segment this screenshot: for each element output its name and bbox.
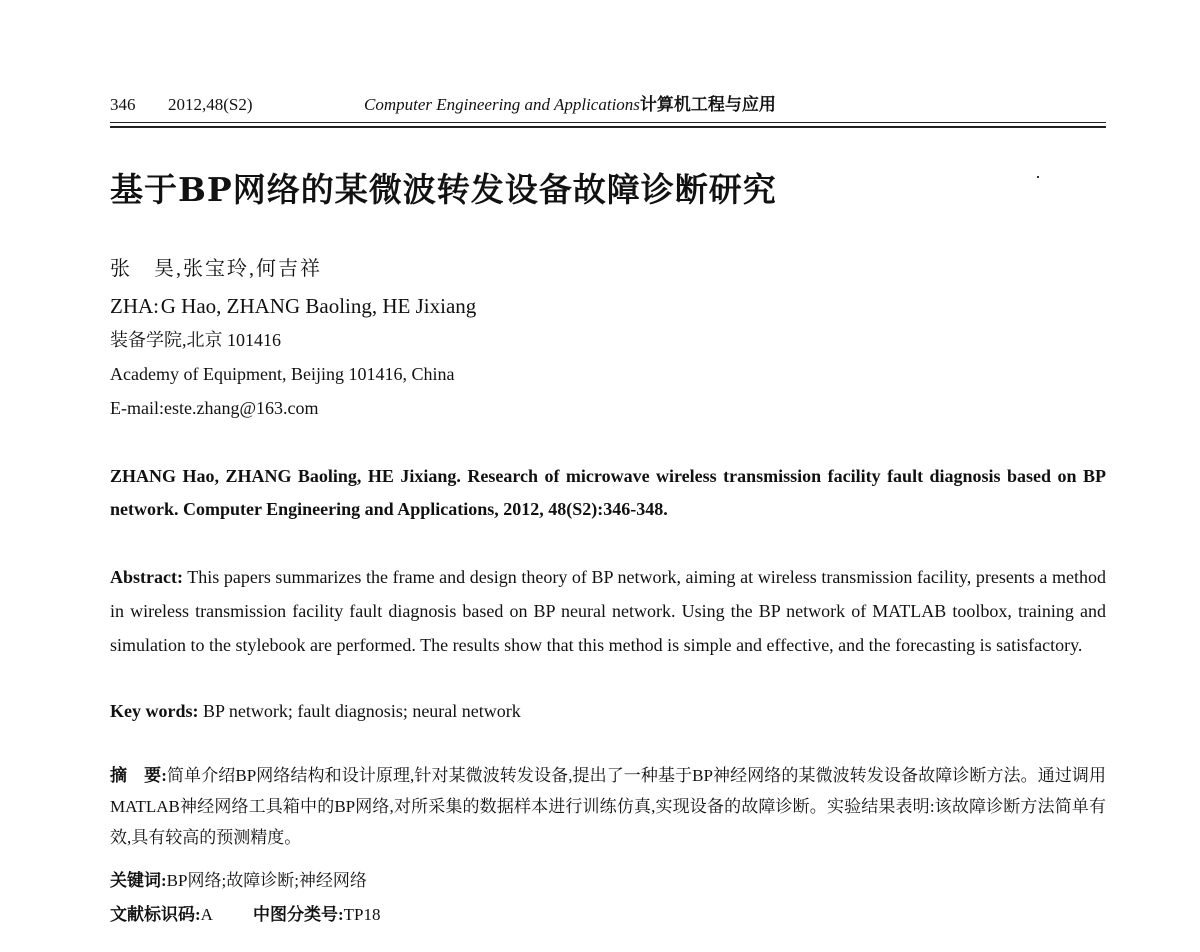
abstract-cn	[110, 760, 1106, 853]
abstract-cn-label: 摘 要:	[110, 766, 167, 785]
paper-title: 基于BP网络的某微波转发设备故障诊断研究	[110, 170, 777, 209]
header-rule-thick	[110, 126, 1106, 128]
doc-code-label: 文献标识码:	[110, 905, 201, 924]
author-email: E-mail:este.zhang@163.com	[110, 398, 319, 418]
scan-speck	[1037, 176, 1039, 178]
journal-name-en: Computer Engineering and Applications	[364, 95, 640, 114]
volume-issue: 2012,48(S2)	[168, 95, 253, 114]
affiliation-en: Academy of Equipment, Beijing 101416, China	[110, 364, 455, 384]
journal-name-cn: 计算机工程与应用	[639, 95, 776, 114]
affiliation-cn: 装备学院,北京 101416	[110, 330, 281, 350]
keywords-en-label: Key words:	[110, 701, 199, 721]
page-number: 346	[110, 95, 136, 114]
keywords-en	[110, 696, 521, 726]
header-rule-thin	[110, 122, 1106, 123]
doc-code: A	[200, 905, 213, 924]
clc-label: 中图分类号:	[252, 905, 344, 924]
keywords-cn-label: 关键词:	[110, 871, 167, 890]
abstract-en-label: Abstract:	[110, 567, 183, 587]
running-header	[110, 94, 1106, 116]
authors-cn: 张 昊,张宝玲,何吉祥	[110, 258, 322, 280]
abstract-en	[110, 560, 1106, 662]
classification-codes	[110, 901, 380, 929]
keywords-cn-text: BP网络;故障诊断;神经网络	[166, 871, 367, 890]
keywords-cn	[110, 867, 367, 895]
citation: ZHANG Hao, ZHANG Baoling, HE Jixiang. Research of microwave wireless transmission facility fault diagnosis based on BP network. Computer Engineering and Applications, 2012, 48(S2):346-348.	[110, 466, 1106, 519]
abstract-cn-text: 简单介绍BP网络结构和设计原理,针对某微波转发设备,提出了一种基于BP神经网络的某微波转发设备故障诊断方法。通过调用MATLAB神经网络工具箱中的BP网络,对所采集的数据样本进行训练仿真,实现设备的故障诊断。实验结果表明:该故障诊断方法简单有效,具有较高的预测精度。	[110, 766, 1106, 847]
authors-en: ZHA: G Hao, ZHANG Baoling, HE Jixiang	[110, 294, 477, 318]
clc-code: TP18	[343, 905, 381, 924]
abstract-en-text: This papers summarizes the frame and design theory of BP network, aiming at wireless transmission facility, presents a method in wireless transmission facility fault diagnosis based on BP neural network. Using the BP network of MATLAB toolbox, training and simulation to the stylebook are performed. The results show that this method is simple and effective, and the forecasting is satisfactory.	[110, 567, 1106, 655]
keywords-en-text: BP network; fault diagnosis; neural network	[198, 701, 521, 721]
